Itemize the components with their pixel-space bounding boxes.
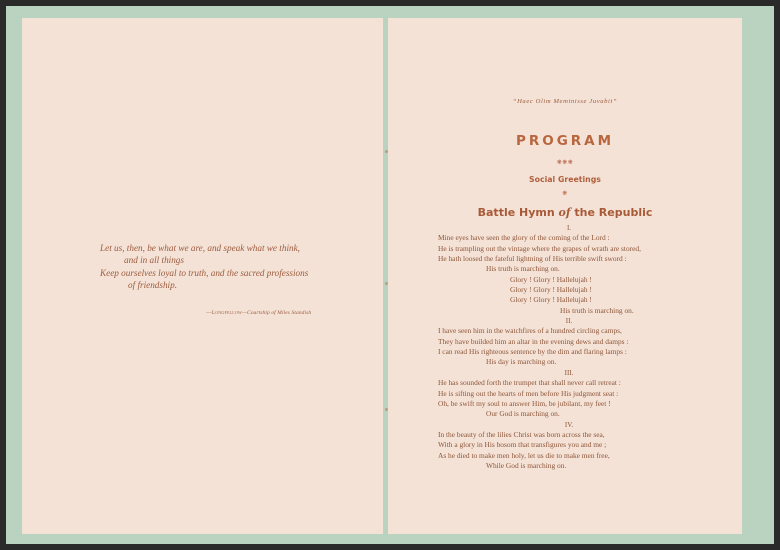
lyric-line: He hath loosed the fateful lightning of His terrible swift sword : (438, 254, 627, 264)
lyric-line: He is sifting out the hearts of men before His judgment seat : (438, 388, 619, 398)
quote-line: Keep ourselves loyal to truth, and the sacred professions (100, 267, 309, 278)
lyric-line: I can read His righteous sentence by the dim and flaring lamps : (438, 347, 627, 357)
lyric-line: In the beauty of the lilies Christ was born across the sea, (438, 429, 605, 439)
right-page (388, 18, 742, 534)
ornament-icon: ❋❋❋ (556, 160, 574, 166)
chorus-line: Glory ! Glory ! Hallelujah ! (510, 274, 592, 284)
chorus-line: Glory ! Glory ! Hallelujah ! (510, 285, 592, 295)
credit-author: —Longfellow (206, 310, 242, 316)
lyric-line: His truth is marching on. (486, 264, 560, 274)
lyric-line: He has sounded forth the trumpet that shall never call retreat : (438, 378, 621, 388)
hymn-lyrics (438, 223, 700, 471)
lyric-line: Our God is marching on. (486, 409, 560, 419)
hymn-title-part: Battle Hymn (477, 206, 559, 219)
credit-source: —Courtship of Miles Standish (241, 310, 312, 316)
lyric-line: Mine eyes have seen the glory of the coming of the Lord : (438, 233, 610, 243)
chorus-line: Glory ! Glory ! Hallelujah ! (510, 295, 592, 305)
hymn-title-of: of (558, 206, 571, 219)
lyric-line: They have builded him an altar in the evening dews and damps : (438, 336, 629, 346)
stanza-numeral: I. (566, 224, 572, 232)
lyric-line: He is trampling out the vintage where the grapes of wrath are stored, (438, 243, 641, 253)
chorus-line: His truth is marching on. (560, 305, 634, 315)
quote-credit (206, 310, 311, 316)
lyric-line: Oh, be swift my soul to answer Him, be jubilant, my feet ! (438, 398, 611, 408)
quote-line: Let us, then, be what we are, and speak what we think, (100, 243, 300, 253)
stanza-numeral: III. (564, 368, 574, 377)
lyric-line: While God is marching on. (486, 460, 567, 470)
hymn-title (388, 206, 742, 219)
program-heading: PROGRAM (515, 133, 615, 149)
stanza-numeral: IV. (564, 420, 574, 429)
stanza-numeral: II. (565, 317, 573, 326)
hymn-title-part: the Republic (570, 206, 653, 219)
quote-line: of friendship. (128, 280, 178, 291)
longfellow-quote (100, 242, 370, 292)
ornament-icon: ❋ (562, 191, 568, 197)
program-item-social-greetings: Social Greetings (529, 175, 601, 184)
left-page (22, 18, 384, 534)
lyric-line: As he died to make men holy, let us die to make men free, (438, 450, 610, 460)
lyric-line: I have seen him in the watchfires of a hundred circling camps, (438, 326, 622, 336)
lyric-line: With a glory in His bosom that transfigures you and me ; (438, 440, 607, 450)
lyric-line: His day is marching on. (486, 357, 557, 367)
motto: “Haec Olim Meminisse Juvabit” (512, 98, 618, 105)
quote-line: and in all things (124, 255, 184, 266)
